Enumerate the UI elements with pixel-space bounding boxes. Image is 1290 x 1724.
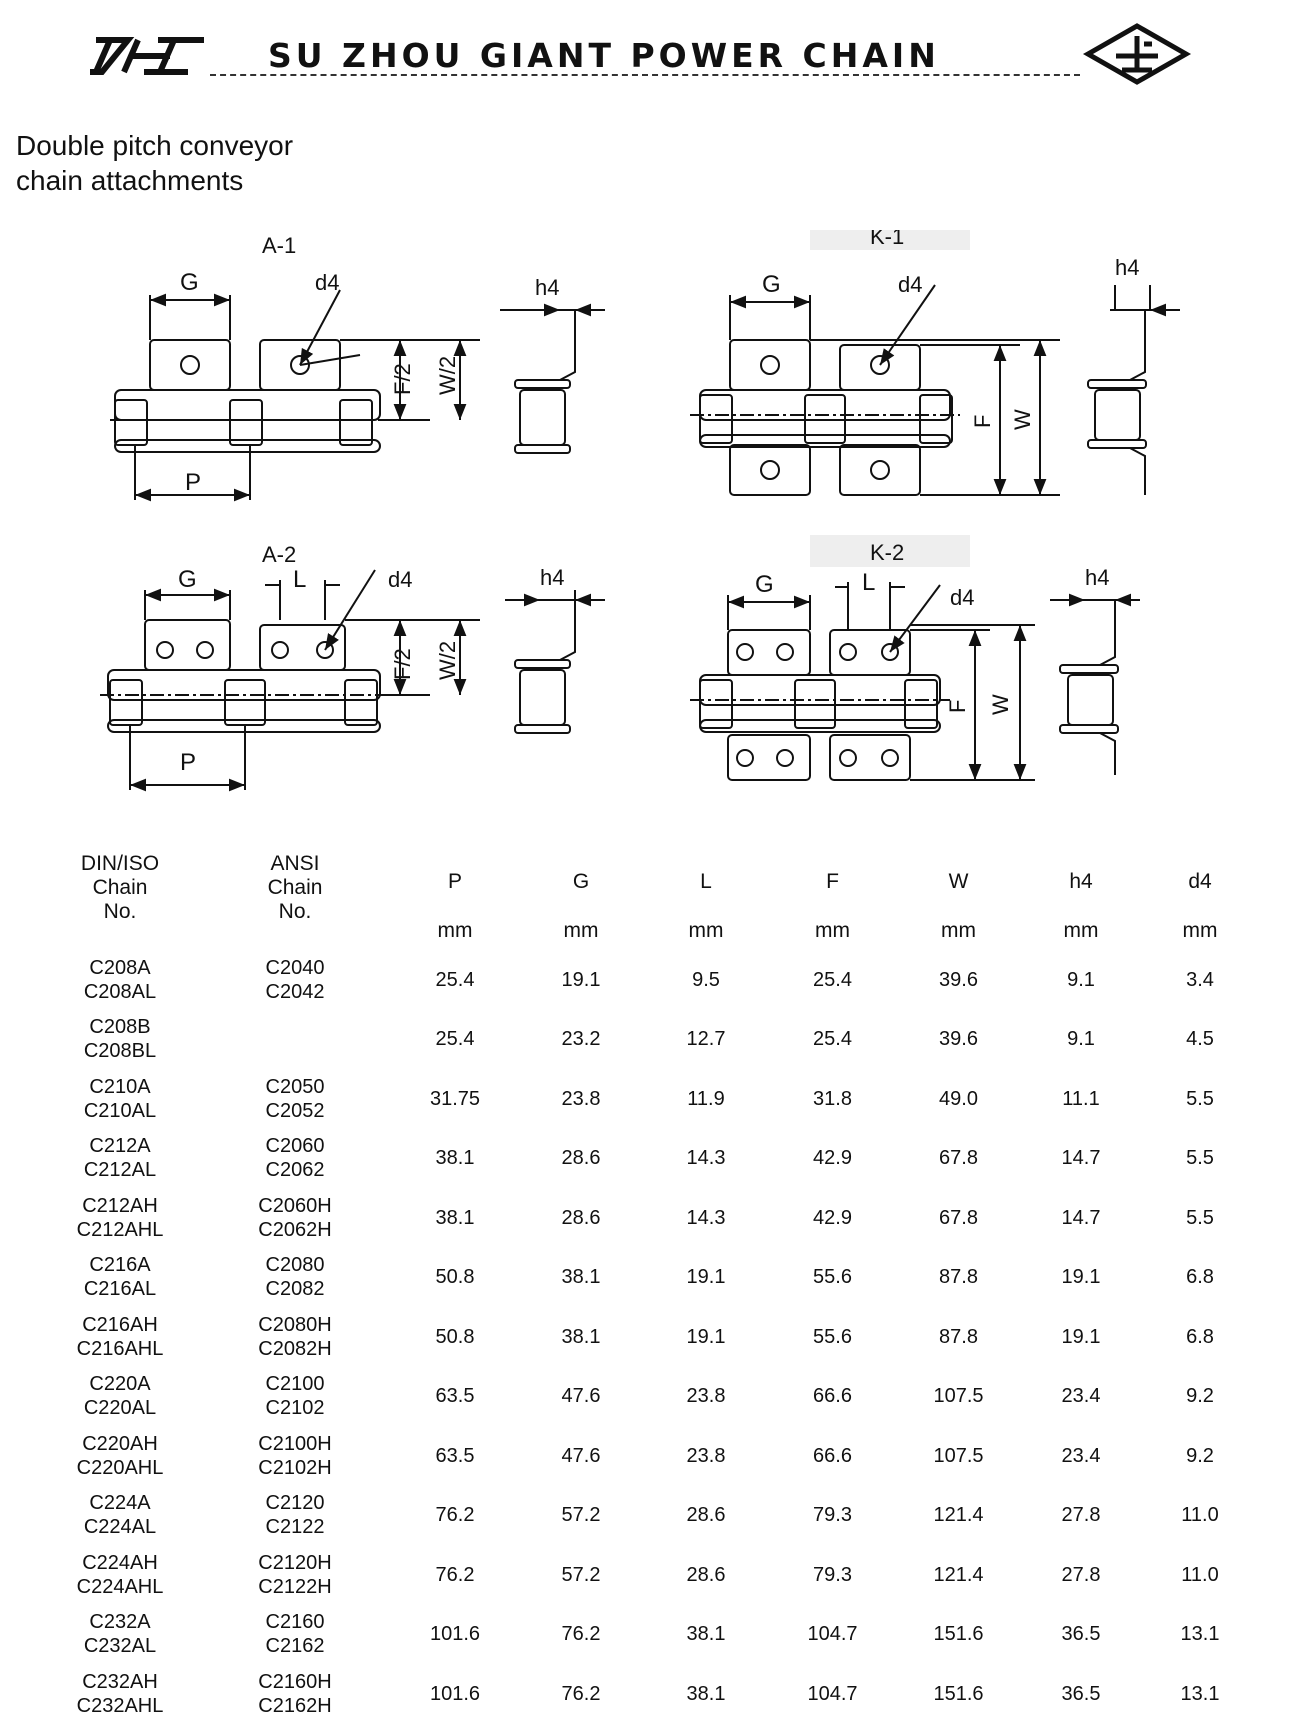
cell-l: 28.6 bbox=[686, 1504, 726, 1527]
k1-d4-label: d4 bbox=[898, 272, 923, 297]
header-d4: d4 bbox=[1188, 870, 1212, 893]
cell-h4: 9.1 bbox=[1067, 1028, 1095, 1051]
table-row bbox=[40, 1010, 1260, 1070]
cell-h4: 23.4 bbox=[1061, 1385, 1101, 1408]
cell-l: 38.1 bbox=[686, 1623, 726, 1646]
cell-ansi: C2050 C2052 bbox=[265, 1075, 325, 1122]
cell-p: 63.5 bbox=[435, 1444, 475, 1467]
a2-title: A-2 bbox=[262, 542, 297, 567]
table-row bbox=[40, 1605, 1260, 1665]
table-row bbox=[40, 1545, 1260, 1605]
cell-din-iso: C216A C216AL bbox=[83, 1254, 157, 1301]
cell-w: 121.4 bbox=[933, 1504, 984, 1527]
header-w: W bbox=[948, 870, 969, 893]
header-h4: h4 bbox=[1069, 870, 1093, 893]
cell-d4: 4.5 bbox=[1186, 1028, 1214, 1051]
cell-d4: 13.1 bbox=[1180, 1682, 1220, 1705]
k2-l-label: L bbox=[862, 569, 876, 596]
a1-d4-label: d4 bbox=[315, 270, 340, 295]
a1-h4-label: h4 bbox=[535, 275, 560, 300]
cell-l: 28.6 bbox=[686, 1563, 726, 1586]
table-row bbox=[40, 1367, 1260, 1427]
a2-d4-label: d4 bbox=[388, 567, 413, 592]
a2-l-label: L bbox=[293, 566, 307, 593]
cell-ansi: C2160 C2162 bbox=[265, 1611, 325, 1658]
table-row bbox=[40, 1248, 1260, 1308]
header-f: F bbox=[826, 870, 839, 893]
cell-g: 28.6 bbox=[561, 1206, 601, 1229]
cell-d4: 11.0 bbox=[1181, 1504, 1219, 1527]
table-row bbox=[40, 1664, 1260, 1724]
k2-title: K-2 bbox=[870, 540, 905, 565]
subtitle-line-2: chain attachments bbox=[16, 165, 244, 196]
cell-p: 101.6 bbox=[429, 1682, 481, 1705]
cell-din-iso: C220A C220AL bbox=[83, 1373, 157, 1420]
cell-h4: 14.7 bbox=[1061, 1147, 1101, 1170]
cell-din-iso: C232AH C232AHL bbox=[76, 1670, 164, 1717]
cell-w: 49.0 bbox=[939, 1087, 978, 1110]
cell-ansi: C2060H C2062H bbox=[258, 1194, 332, 1241]
cell-d4: 3.4 bbox=[1186, 968, 1214, 991]
cell-l: 11.9 bbox=[687, 1087, 725, 1110]
cell-din-iso: C208B C208BL bbox=[83, 1016, 157, 1063]
cell-din-iso: C220AH C220AHL bbox=[76, 1432, 164, 1479]
cell-h4: 36.5 bbox=[1061, 1623, 1101, 1646]
cell-h4: 23.4 bbox=[1061, 1444, 1101, 1467]
a2-w2-label: W/2 bbox=[435, 640, 460, 680]
cell-p: 38.1 bbox=[435, 1206, 475, 1229]
cell-f: 66.6 bbox=[813, 1444, 852, 1467]
cell-ansi: C2080 C2082 bbox=[265, 1254, 325, 1301]
header-rule bbox=[210, 74, 1080, 76]
company-logo bbox=[88, 34, 206, 76]
k1-title: K-1 bbox=[870, 230, 905, 249]
spec-table bbox=[40, 852, 1260, 1724]
cell-w: 151.6 bbox=[933, 1623, 984, 1646]
cell-l: 19.1 bbox=[686, 1325, 726, 1348]
cell-f: 104.7 bbox=[807, 1623, 858, 1646]
cell-g: 47.6 bbox=[561, 1444, 601, 1467]
table-row bbox=[40, 1486, 1260, 1546]
cell-g: 23.2 bbox=[561, 1028, 601, 1051]
cell-f: 104.7 bbox=[807, 1682, 858, 1705]
k1-g-label: G bbox=[762, 271, 781, 298]
cell-f: 66.6 bbox=[813, 1385, 852, 1408]
header-din-iso: DIN/ISO Chain No. bbox=[80, 852, 160, 923]
company-name: SU ZHOU GIANT POWER CHAIN bbox=[268, 36, 940, 75]
unit-w: mm bbox=[941, 919, 976, 942]
cell-d4: 5.5 bbox=[1186, 1206, 1214, 1229]
cell-ansi: C2040 C2042 bbox=[265, 956, 325, 1003]
cell-p: 50.8 bbox=[435, 1325, 475, 1348]
k2-g-label: G bbox=[755, 571, 774, 598]
header-ansi: ANSI Chain No. bbox=[267, 852, 323, 923]
cell-f: 55.6 bbox=[813, 1266, 852, 1289]
cell-w: 107.5 bbox=[933, 1444, 984, 1467]
cell-p: 50.8 bbox=[435, 1266, 475, 1289]
k1-h4-label: h4 bbox=[1115, 255, 1140, 280]
diamond-emblem-icon bbox=[1082, 22, 1192, 86]
cell-l: 14.3 bbox=[686, 1147, 726, 1170]
cell-f: 79.3 bbox=[813, 1504, 852, 1527]
attachment-diagrams bbox=[0, 230, 1290, 820]
cell-f: 42.9 bbox=[813, 1206, 852, 1229]
cell-l: 19.1 bbox=[686, 1266, 726, 1289]
cell-g: 38.1 bbox=[561, 1325, 601, 1348]
unit-p: mm bbox=[437, 919, 473, 942]
cell-l: 14.3 bbox=[686, 1206, 726, 1229]
cell-g: 57.2 bbox=[561, 1563, 601, 1586]
cell-w: 67.8 bbox=[939, 1147, 978, 1170]
cell-g: 28.6 bbox=[561, 1147, 601, 1170]
table-row bbox=[40, 1188, 1260, 1248]
a1-p-label: P bbox=[185, 469, 202, 496]
cell-h4: 9.1 bbox=[1067, 968, 1095, 991]
table-row bbox=[40, 1129, 1260, 1189]
cell-h4: 27.8 bbox=[1061, 1504, 1101, 1527]
cell-l: 12.7 bbox=[686, 1028, 726, 1051]
header-g: G bbox=[572, 870, 590, 893]
cell-p: 25.4 bbox=[435, 968, 475, 991]
cell-ansi: C2120 C2122 bbox=[265, 1492, 325, 1539]
a2-g-label: G bbox=[178, 566, 197, 593]
a1-g-label: G bbox=[180, 269, 199, 296]
cell-w: 39.6 bbox=[939, 1028, 978, 1051]
cell-ansi: C2060 C2062 bbox=[265, 1135, 325, 1182]
cell-p: 101.6 bbox=[429, 1623, 481, 1646]
cell-din-iso: C212AH C212AHL bbox=[76, 1194, 164, 1241]
cell-din-iso: C224AH C224AHL bbox=[76, 1551, 164, 1598]
cell-d4: 6.8 bbox=[1186, 1325, 1214, 1348]
table-row bbox=[40, 1426, 1260, 1486]
k2-f-label: F bbox=[945, 699, 970, 713]
cell-d4: 11.0 bbox=[1181, 1563, 1219, 1586]
cell-l: 9.5 bbox=[692, 968, 720, 991]
cell-w: 39.6 bbox=[939, 968, 978, 991]
cell-w: 87.8 bbox=[939, 1266, 978, 1289]
cell-d4: 13.1 bbox=[1180, 1623, 1220, 1646]
cell-w: 87.8 bbox=[939, 1325, 978, 1348]
a1-title: A-1 bbox=[262, 233, 297, 258]
cell-l: 38.1 bbox=[686, 1682, 726, 1705]
cell-f: 79.3 bbox=[813, 1563, 852, 1586]
cell-din-iso: C224A C224AL bbox=[83, 1492, 157, 1539]
page-subtitle bbox=[16, 128, 293, 198]
cell-h4: 19.1 bbox=[1061, 1325, 1101, 1348]
unit-g: mm bbox=[563, 919, 599, 942]
unit-f: mm bbox=[815, 919, 850, 942]
cell-p: 76.2 bbox=[435, 1563, 475, 1586]
k2-h4-label: h4 bbox=[1085, 565, 1110, 590]
cell-h4: 19.1 bbox=[1061, 1266, 1101, 1289]
cell-ansi: C2160H C2162H bbox=[258, 1670, 332, 1717]
cell-f: 25.4 bbox=[813, 968, 852, 991]
cell-w: 67.8 bbox=[939, 1206, 978, 1229]
cell-din-iso: C212A C212AL bbox=[83, 1135, 157, 1182]
cell-w: 107.5 bbox=[933, 1385, 984, 1408]
table-row bbox=[40, 1307, 1260, 1367]
cell-ansi: C2100H C2102H bbox=[258, 1432, 332, 1479]
cell-p: 31.75 bbox=[429, 1087, 481, 1110]
diagram-a2 bbox=[100, 570, 605, 790]
cell-g: 23.8 bbox=[561, 1087, 601, 1110]
k2-d4-label: d4 bbox=[950, 585, 975, 610]
cell-p: 25.4 bbox=[435, 1028, 475, 1051]
unit-l: mm bbox=[688, 919, 724, 942]
cell-f: 55.6 bbox=[813, 1325, 852, 1348]
header-l: L bbox=[700, 870, 712, 893]
a1-f2-label: F/2 bbox=[390, 363, 415, 395]
cell-h4: 36.5 bbox=[1061, 1682, 1101, 1705]
a2-f2-label: F/2 bbox=[390, 648, 415, 680]
cell-w: 151.6 bbox=[933, 1682, 984, 1705]
a2-h4-label: h4 bbox=[540, 565, 565, 590]
cell-din-iso: C208A C208AL bbox=[83, 956, 157, 1003]
diagram-k1 bbox=[690, 230, 1180, 495]
header-p: P bbox=[447, 870, 462, 893]
unit-d4: mm bbox=[1182, 919, 1218, 942]
k1-w-label: W bbox=[1010, 409, 1035, 430]
cell-d4: 9.2 bbox=[1186, 1385, 1214, 1408]
table-row bbox=[40, 950, 1260, 1010]
cell-g: 76.2 bbox=[561, 1682, 601, 1705]
cell-ansi: C2080H C2082H bbox=[258, 1313, 332, 1360]
cell-g: 57.2 bbox=[561, 1504, 601, 1527]
cell-din-iso: C210A C210AL bbox=[83, 1075, 157, 1122]
cell-h4: 11.1 bbox=[1062, 1087, 1100, 1110]
cell-g: 38.1 bbox=[561, 1266, 601, 1289]
k2-w-label: W bbox=[988, 694, 1013, 715]
cell-ansi: C2100 C2102 bbox=[265, 1373, 325, 1420]
cell-f: 31.8 bbox=[813, 1087, 852, 1110]
cell-f: 25.4 bbox=[813, 1028, 852, 1051]
cell-ansi: C2120H C2122H bbox=[258, 1551, 332, 1598]
cell-g: 19.1 bbox=[561, 968, 601, 991]
cell-l: 23.8 bbox=[686, 1444, 726, 1467]
k1-f-label: F bbox=[970, 414, 995, 428]
cell-p: 76.2 bbox=[435, 1504, 475, 1527]
cell-g: 47.6 bbox=[561, 1385, 601, 1408]
cell-d4: 6.8 bbox=[1186, 1266, 1214, 1289]
cell-w: 121.4 bbox=[933, 1563, 984, 1586]
cell-g: 76.2 bbox=[561, 1623, 601, 1646]
table-row bbox=[40, 1069, 1260, 1129]
cell-l: 23.8 bbox=[686, 1385, 726, 1408]
subtitle-line-1: Double pitch conveyor bbox=[16, 130, 294, 161]
a1-w2-label: W/2 bbox=[435, 355, 460, 395]
cell-p: 63.5 bbox=[435, 1385, 475, 1408]
cell-h4: 27.8 bbox=[1061, 1563, 1101, 1586]
cell-h4: 14.7 bbox=[1061, 1206, 1101, 1229]
cell-din-iso: C216AH C216AHL bbox=[76, 1313, 164, 1360]
cell-d4: 9.2 bbox=[1186, 1444, 1214, 1467]
cell-ansi bbox=[200, 1010, 390, 1070]
cell-d4: 5.5 bbox=[1186, 1087, 1214, 1110]
table-header-row bbox=[40, 852, 1260, 912]
cell-f: 42.9 bbox=[813, 1147, 852, 1170]
a2-p-label: P bbox=[180, 749, 197, 776]
cell-din-iso: C232A C232AL bbox=[83, 1611, 157, 1658]
cell-p: 38.1 bbox=[435, 1147, 475, 1170]
unit-h4: mm bbox=[1063, 919, 1099, 942]
cell-d4: 5.5 bbox=[1186, 1147, 1214, 1170]
